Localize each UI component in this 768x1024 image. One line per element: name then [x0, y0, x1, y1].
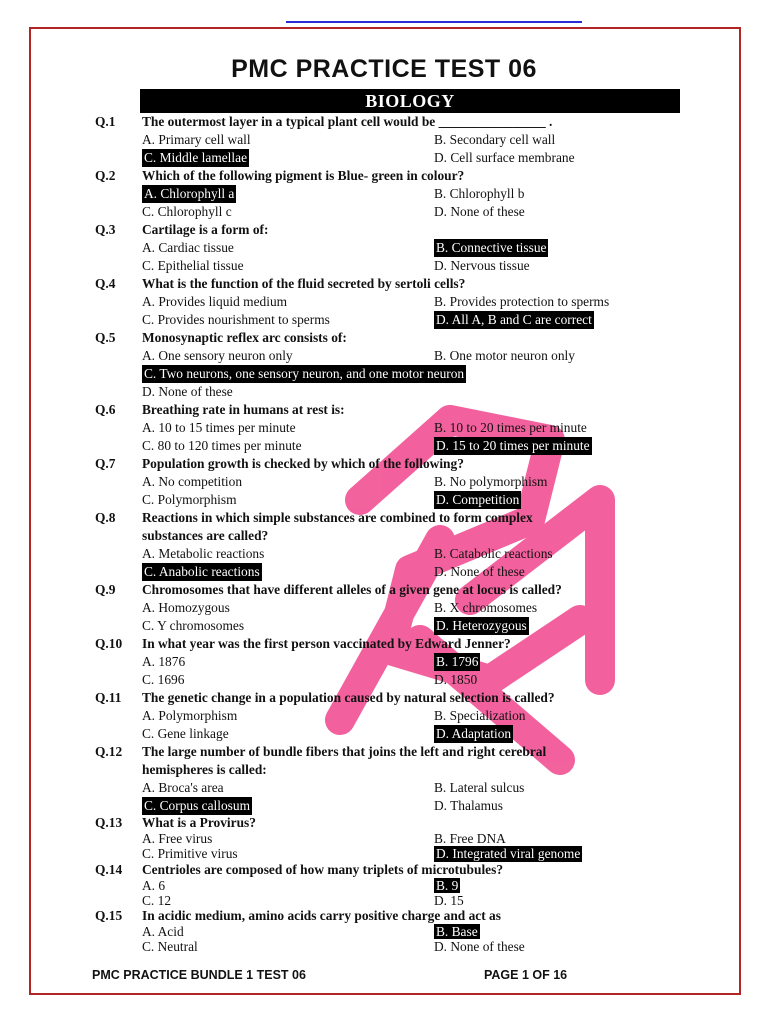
question-text: [142, 815, 695, 831]
question-14: [95, 862, 695, 878]
answer-option: D. 15: [434, 892, 464, 908]
question-text: [142, 275, 695, 293]
answer-option: B. Chlorophyll b: [434, 186, 525, 201]
answer-option: A. Metabolic reactions: [142, 546, 265, 561]
question-number: Q.14: [95, 861, 123, 877]
question-text: [142, 509, 695, 545]
answer-option: A. 6: [142, 877, 166, 893]
top-rule: [286, 21, 582, 23]
question-text-line: The genetic change in a population caused by natural selection is called?: [142, 690, 555, 705]
question-number: Q.15: [95, 908, 123, 924]
answer-option: A. No competition: [142, 474, 243, 489]
answer-option: A. Broca's area: [142, 780, 224, 795]
question-text: [142, 221, 695, 239]
answer-option-highlighted: D. Adaptation: [436, 726, 512, 741]
options-grid: [142, 473, 695, 509]
footer-page-number: PAGE 1 OF 16: [484, 968, 568, 982]
question-11: [95, 689, 695, 707]
question-text-line: In what year was the first person vaccinated by Edward Jenner?: [142, 636, 511, 651]
answer-option-highlighted: D. Heterozygous: [436, 618, 527, 633]
answer-option: B. X chromosomes: [434, 600, 538, 615]
options-grid: [142, 653, 695, 689]
answer-option: B. 10 to 20 times per minute: [434, 420, 587, 435]
answer-option: B. Provides protection to sperms: [434, 294, 610, 309]
options-grid: [142, 293, 695, 329]
answer-option-highlighted: D. Integrated viral genome: [436, 846, 581, 862]
answer-option: D. Nervous tissue: [434, 258, 530, 273]
question-text-line: In acidic medium, amino acids carry positive charge and act as: [142, 908, 501, 924]
answer-option: D. None of these: [434, 939, 525, 955]
question-text-line: Reactions in which simple substances are combined to form complex: [142, 510, 533, 525]
question-text-line: The large number of bundle fibers that joins the left and right cerebral: [142, 744, 547, 759]
answer-option: B. Specialization: [434, 708, 526, 723]
answer-option: A. One sensory neuron only: [142, 348, 293, 363]
question-number: Q.3: [95, 222, 116, 237]
question-text: [142, 581, 695, 599]
question-number: Q.6: [95, 402, 116, 417]
question-9: [95, 581, 695, 599]
answer-option-highlighted: A. Chlorophyll a: [144, 186, 235, 201]
options-grid: [142, 185, 695, 221]
question-number: Q.8: [95, 510, 116, 525]
answer-option: B. Free DNA: [434, 831, 506, 846]
answer-option: B. Secondary cell wall: [434, 132, 556, 147]
answer-option: C. Polymorphism: [142, 492, 237, 507]
question-10: [95, 635, 695, 653]
question-5: [95, 329, 695, 347]
answer-option-highlighted: B. 9: [436, 877, 459, 893]
question-number: Q.10: [95, 636, 123, 651]
options-grid: [142, 707, 695, 743]
question-text-line: Population growth is checked by which of the following?: [142, 456, 464, 471]
answer-option-highlighted: C. Corpus callosum: [144, 798, 251, 813]
options-grid: [142, 924, 695, 955]
question-text-line: Monosynaptic reflex arc consists of:: [142, 330, 347, 345]
question-text-line: Breathing rate in humans at rest is:: [142, 402, 345, 417]
question-text-line: What is a Provirus?: [142, 815, 256, 830]
answer-option-highlighted: B. Connective tissue: [436, 240, 547, 255]
question-text: [142, 862, 695, 878]
question-8: [95, 509, 695, 545]
options-grid: [142, 131, 695, 167]
answer-option: C. Primitive virus: [142, 846, 238, 862]
options-grid: [142, 239, 695, 275]
question-text-line: hemispheres is called:: [142, 762, 267, 777]
question-text: [142, 401, 695, 419]
answer-option: D. Cell surface membrane: [434, 150, 575, 165]
answer-option-highlighted: D. All A, B and C are correct: [436, 312, 592, 327]
footer-bundle: PMC PRACTICE BUNDLE 1 TEST 06: [92, 968, 306, 982]
answer-option: C. 12: [142, 892, 172, 908]
options-grid: [142, 779, 695, 815]
question-number: Q.9: [95, 582, 116, 597]
options-grid: [142, 419, 695, 455]
answer-option: A. Polymorphism: [142, 708, 238, 723]
answer-option: A. Homozygous: [142, 600, 230, 615]
question-4: [95, 275, 695, 293]
answer-option-highlighted: B. Base: [436, 924, 478, 940]
answer-option: A. Cardiac tissue: [142, 240, 234, 255]
answer-option-highlighted: D. Competition: [436, 492, 520, 507]
question-number: Q.2: [95, 168, 116, 183]
question-text-line: Cartilage is a form of:: [142, 222, 269, 237]
answer-option: A. Acid: [142, 924, 184, 940]
question-text: [142, 743, 695, 779]
answer-option-highlighted: B. 1796: [436, 654, 479, 669]
question-number: Q.12: [95, 744, 123, 759]
question-13: [95, 815, 695, 831]
question-number: Q.11: [95, 690, 122, 705]
question-7: [95, 455, 695, 473]
page-title: PMC PRACTICE TEST 06: [231, 55, 537, 83]
options-grid: [142, 347, 695, 401]
question-text: [142, 689, 695, 707]
question-number: Q.1: [95, 114, 116, 129]
answer-option-highlighted: D. 15 to 20 times per minute: [436, 438, 590, 453]
answer-option: B. No polymorphism: [434, 474, 548, 489]
question-text-line: The outermost layer in a typical plant cell would be ________________ .: [142, 114, 553, 129]
answer-option: D. Thalamus: [434, 798, 503, 813]
question-number: Q.5: [95, 330, 116, 345]
question-text: [142, 908, 695, 924]
question-text: [142, 455, 695, 473]
answer-option: C. Chlorophyll c: [142, 204, 232, 219]
options-grid: [142, 545, 695, 581]
question-12: [95, 743, 695, 779]
answer-option: A. 10 to 15 times per minute: [142, 420, 296, 435]
answer-option: A. Primary cell wall: [142, 132, 251, 147]
question-number: Q.4: [95, 276, 116, 291]
options-grid: [142, 831, 695, 862]
question-text: [142, 329, 695, 347]
question-text-line: Chromosomes that have different alleles of a given gene at locus is called?: [142, 582, 562, 597]
question-2: [95, 167, 695, 185]
answer-option: D. None of these: [434, 204, 525, 219]
answer-option: C. Epithelial tissue: [142, 258, 244, 273]
question-text: [142, 167, 695, 185]
question-text-line: Centrioles are composed of how many triplets of microtubules?: [142, 861, 504, 877]
answer-option: D. 1850: [434, 672, 478, 687]
answer-option: B. One motor neuron only: [434, 348, 575, 363]
options-grid: [142, 878, 695, 909]
question-text: [142, 635, 695, 653]
answer-option: A. 1876: [142, 654, 186, 669]
question-list: [95, 113, 695, 955]
question-15: [95, 908, 695, 924]
question-6: [95, 401, 695, 419]
answer-option: C. Y chromosomes: [142, 618, 245, 633]
answer-option: C. Neutral: [142, 939, 198, 955]
answer-option: C. Provides nourishment to sperms: [142, 312, 330, 327]
question-3: [95, 221, 695, 239]
section-header: BIOLOGY: [140, 89, 680, 113]
answer-option: D. None of these: [434, 564, 525, 579]
answer-option: B. Catabolic reactions: [434, 546, 553, 561]
options-grid: [142, 599, 695, 635]
question-text-line: substances are called?: [142, 528, 269, 543]
question-text-line: Which of the following pigment is Blue- green in colour?: [142, 168, 465, 183]
answer-option: C. 1696: [142, 672, 185, 687]
answer-option: C. 80 to 120 times per minute: [142, 438, 302, 453]
question-number: Q.7: [95, 456, 116, 471]
question-text-line: What is the function of the fluid secreted by sertoli cells?: [142, 276, 466, 291]
answer-option: A. Provides liquid medium: [142, 294, 288, 309]
answer-option-highlighted: C. Middle lamellae: [144, 150, 248, 165]
answer-option-highlighted: C. Two neurons, one sensory neuron, and one motor neuron: [144, 366, 465, 381]
question-text: [142, 113, 695, 131]
answer-option: C. Gene linkage: [142, 726, 229, 741]
answer-option: D. None of these: [142, 384, 233, 399]
answer-option: A. Free virus: [142, 831, 213, 846]
question-1: [95, 113, 695, 131]
answer-option-highlighted: C. Anabolic reactions: [144, 564, 260, 579]
question-number: Q.13: [95, 815, 123, 830]
answer-option: B. Lateral sulcus: [434, 780, 525, 795]
